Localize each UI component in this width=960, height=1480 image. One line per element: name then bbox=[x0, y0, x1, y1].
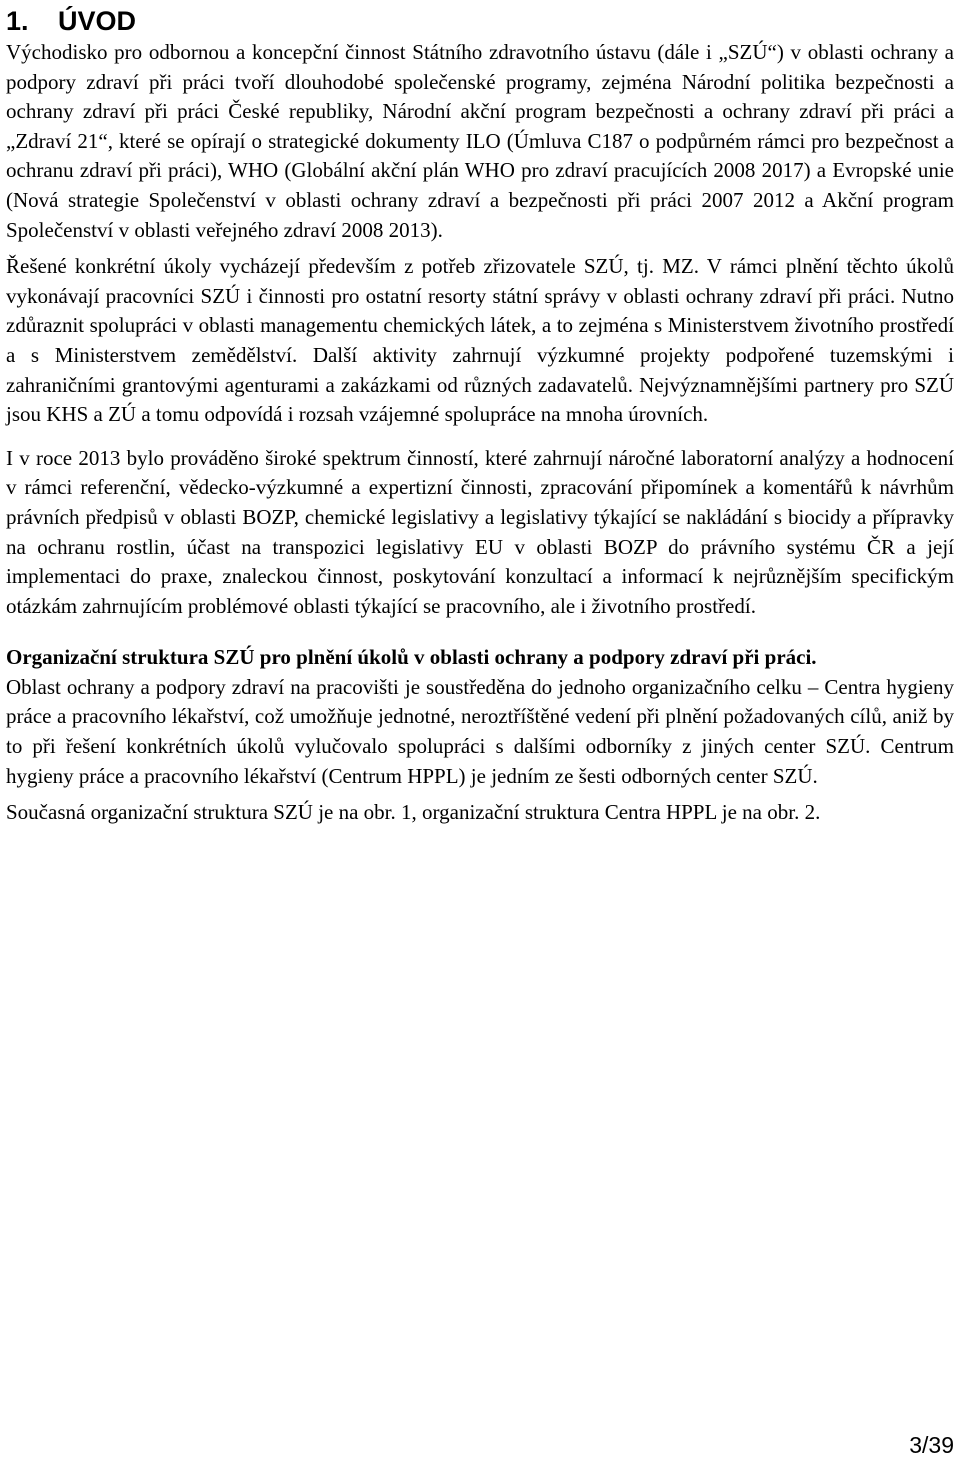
section-paragraph-2: Současná organizační struktura SZÚ je na obr. 1, organizační struktura Centra HPPL je na obr. 2. bbox=[6, 800, 821, 825]
section-heading: Organizační struktura SZÚ pro plnění úkolů v oblasti ochrany a podpory zdraví při práci. bbox=[6, 645, 817, 670]
intro-paragraph-1: Východisko pro odbornou a koncepční činnost Státního zdravotního ústavu (dále i „SZÚ“) v oblasti ochrany a podpory zdraví při práci tvoří dlouhodobé společenské programy, zejména Národní politika bezpečnosti a ochrany zdraví při práci České republiky, Národní akční program bezpečnosti a ochrany zdraví při práci a „Zdraví 21“, které se opírají o strategické dokumenty ILO (Úmluva C187 o podpůrném rámci pro bezpečnost a ochranu zdraví při práci), WHO (Globální akční plán WHO pro zdraví pracujících 2008 2017) a Evropské unie (Nová strategie Společenství v oblasti ochrany zdraví a bezpečnosti při práci 2007 2012 a Akční program Společenství v oblasti veřejného zdraví 2008 2013). bbox=[6, 40, 954, 242]
chapter-heading bbox=[6, 4, 954, 38]
intro-paragraph-2: Řešené konkrétní úkoly vycházejí především z potřeb zřizovatele SZÚ, tj. MZ. V rámci plnění těchto úkolů vykonávají pracovníci SZÚ i činnosti pro ostatní resorty státní správy v oblasti ochrany zdraví při práci. Nutno zdůraznit spolupráci v oblasti managementu chemických látek, a to zejména s Ministerstvem životního prostředí a s Ministerstvem zemědělství. Další aktivity zahrnují výzkumné projekty podpořené tuzemskými i zahraničními grantovými agenturami a zakázkami od různých zadavatelů. Nejvýznamnějšími partnery pro SZÚ jsou KHS a ZÚ a tomu odpovídá i rozsah vzájemné spolupráce na mnoha úrovních. bbox=[6, 254, 954, 427]
section-paragraph-1: Oblast ochrany a podpory zdraví na pracovišti je soustředěna do jednoho organizačního celku – Centra hygieny práce a pracovního lékařství, což umožňuje jednotné, neroztříštěné vedení při plnění požadovaných cílů, aniž by to při řešení konkrétních úkolů vylučovalo spolupráci s dalšími odborníky z jiných center SZÚ. Centrum hygieny práce a pracovního lékařství (Centrum HPPL) je jedním ze šesti odborných center SZÚ. bbox=[6, 674, 954, 788]
chapter-number: 1. bbox=[6, 6, 29, 36]
document-page bbox=[6, 0, 954, 828]
chapter-title: ÚVOD bbox=[58, 6, 137, 36]
intro-paragraph-3: I v roce 2013 bylo prováděno široké spektrum činností, které zahrnují náročné laboratorní analýzy a hodnocení v rámci referenční, vědecko-výzkumné a expertizní činnosti, zpracování připomínek a komentářů k návrhům právních předpisů v oblasti BOZP, chemické legislativy a legislativy týkající se nakládání s biocidy a přípravky na ochranu rostlin, účast na transpozici legislativy EU v oblasti BOZP do právního systému ČR a její implementaci do praxe, znaleckou činnost, poskytování konzultací a informací k nejrůznějším specifickým otázkám zahrnujícím problémové oblasti týkající se pracovního, ale i životního prostředí. bbox=[6, 445, 954, 618]
page-number: 3/39 bbox=[909, 1432, 954, 1458]
